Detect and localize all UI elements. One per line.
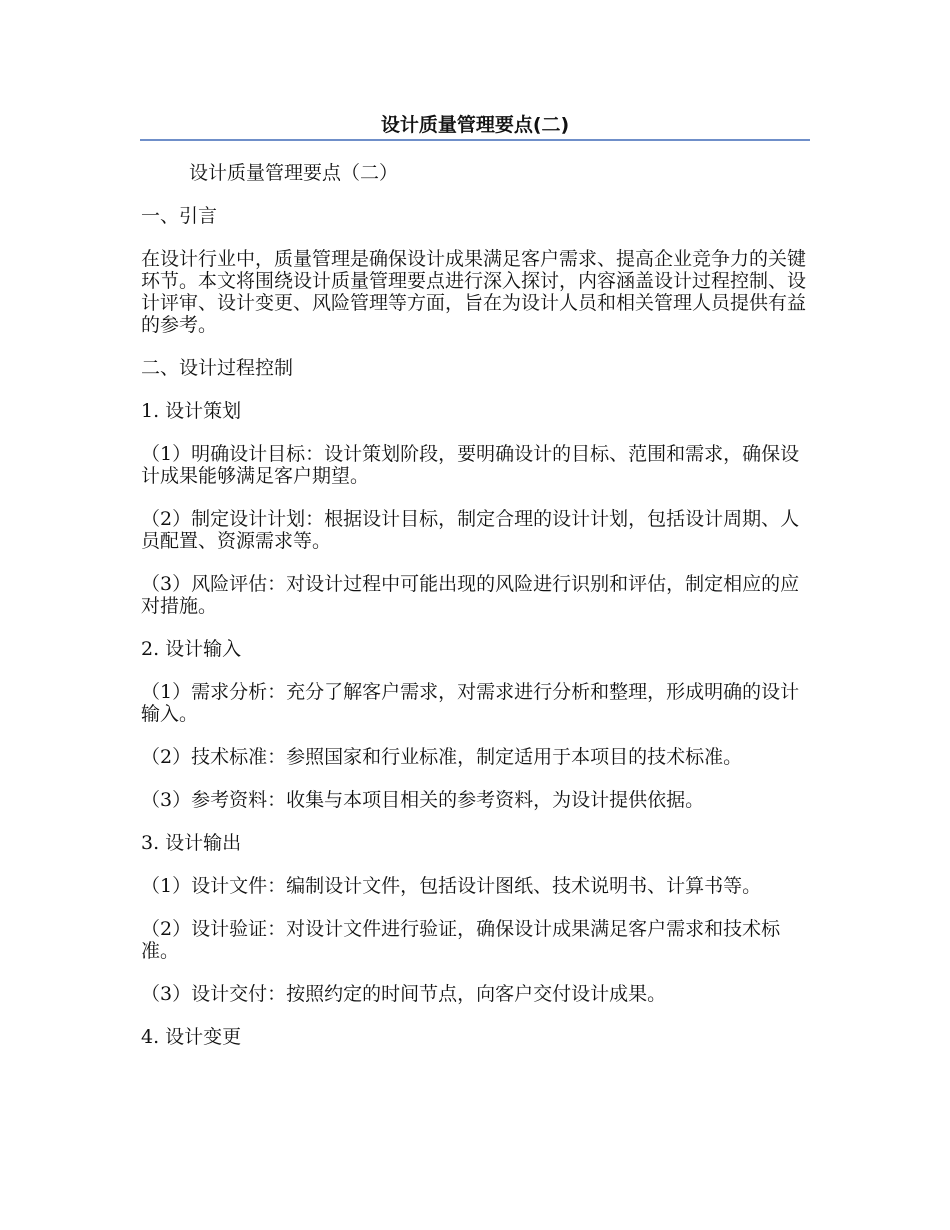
list-item: （2）制定设计计划：根据设计目标，制定合理的设计计划，包括设计周期、人员配置、资源需求等。: [141, 508, 800, 552]
intro-paragraph: 在设计行业中，质量管理是确保设计成果满足客户需求、提高企业竞争力的关键环节。本文将围绕设计质量管理要点进行深入探讨，内容涵盖设计过程控制、设计评审、设计变更、风险管理等方面，旨在为设计人员和相关管理人员提供有益的参考。: [141, 248, 807, 336]
list-item: （1）需求分析：充分了解客户需求，对需求进行分析和整理，形成明确的设计输入。: [141, 681, 800, 725]
subheading-design-change: 4. 设计变更: [141, 1026, 242, 1048]
subheading-design-input: 2. 设计输入: [141, 638, 242, 660]
document-title: 设计质量管理要点(二): [380, 114, 570, 136]
subheading-design-planning: 1. 设计策划: [141, 400, 242, 422]
list-item: （1）设计文件：编制设计文件，包括设计图纸、技术说明书、计算书等。: [141, 875, 762, 897]
list-item: （3）参考资料：收集与本项目相关的参考资料，为设计提供依据。: [141, 789, 705, 811]
document-subtitle: 设计质量管理要点（二）: [189, 162, 399, 184]
section-heading-intro: 一、引言: [141, 205, 218, 227]
document-body: [141, 162, 809, 1069]
list-item: （3）设计交付：按照约定的时间节点，向客户交付设计成果。: [141, 983, 667, 1005]
list-item: （3）风险评估：对设计过程中可能出现的风险进行识别和评估，制定相应的应对措施。: [141, 573, 800, 617]
title-underline: [140, 139, 810, 141]
list-item: （2）技术标准：参照国家和行业标准，制定适用于本项目的技术标准。: [141, 746, 743, 768]
list-item: （2）设计验证：对设计文件进行验证，确保设计成果满足客户需求和技术标准。: [141, 918, 781, 962]
list-item: （1）明确设计目标：设计策划阶段，要明确设计的目标、范围和需求，确保设计成果能够满足客户期望。: [141, 443, 800, 487]
section-heading-process-control: 二、设计过程控制: [141, 357, 294, 379]
subheading-design-output: 3. 设计输出: [141, 832, 242, 854]
